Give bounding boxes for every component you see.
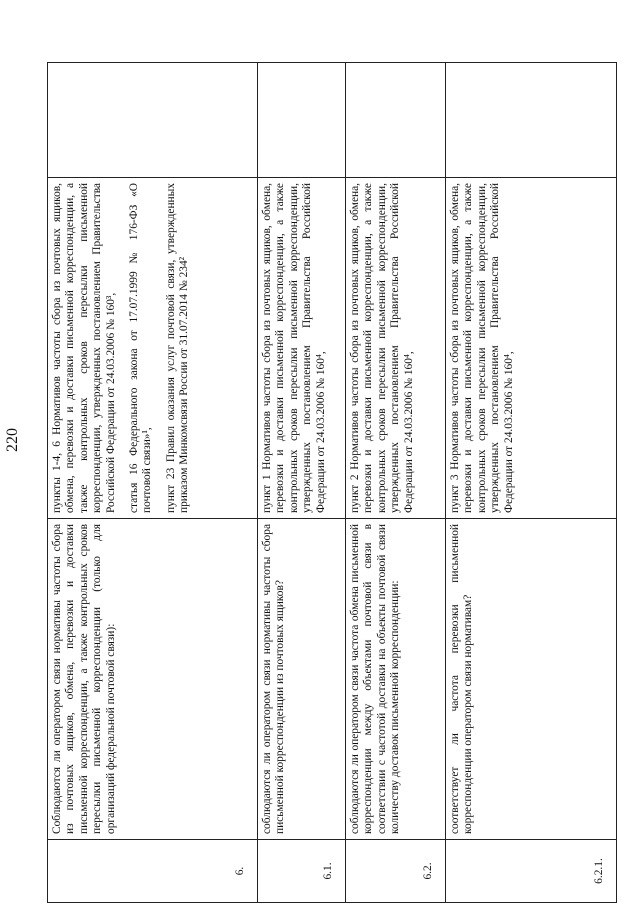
row-question: соблюдаются ли оператором связи частота обмена письменной корреспонденции между объектами почтовой связи в соответствии с частотой доставки на объекты почтовой связи количеству доставок письменной корреспонденции: [346, 519, 446, 840]
requirements-table [47, 62, 617, 903]
row-number: 6.2. [346, 840, 446, 903]
row-question: соответствует ли частота перевозки письменной корреспонденции оператором связи нормативам? [446, 519, 617, 840]
rotated-page-content [47, 63, 617, 903]
table-row [446, 63, 617, 903]
row-references [446, 178, 617, 519]
row-number: 6. [48, 840, 258, 903]
table-row [258, 63, 346, 903]
row-references [258, 178, 346, 519]
table-row [48, 63, 258, 903]
row-references [346, 178, 446, 519]
reference-text: пункт 2 Нормативов частоты сбора из почтовых ящиков, обмена, перевозки и доставки письменной корреспонденции, а также контрольных сроков пересылки письменной корреспонденции, утвержденных постановлением Правительства Российской Федерации от 24.03.2006 № 160⁴, [349, 183, 415, 513]
row-empty-cell [446, 63, 617, 178]
row-number: 6.1. [258, 840, 346, 903]
row-references [48, 178, 258, 519]
reference-text: пункт 23 Правил оказания услуг почтовой связи, утвержденных приказом Минкомсвязи России от 31.07.2014 № 234² [164, 183, 191, 513]
reference-text: статья 16 Федерального закона от 17.07.1999 № 176-ФЗ «О почтовой связи»¹, [128, 183, 154, 513]
reference-text: пункт 3 Нормативов частоты сбора из почтовых ящиков, обмена, перевозки и доставки письменной корреспонденции, а также контрольных сроков пересылки письменной корреспонденции, утвержденных постановлением Правительства Российской Федерации от 24.03.2006 № 160⁴, [449, 183, 515, 513]
reference-text: пункты 1-4, 6 Нормативов частоты сбора из почтовых ящиков, обмена, перевозки и доставки письменной корреспонденции, а также контрольных сроков пересылки письменной корреспонденции, утвержденных постановлением Правительства Российской Федерации от 24.03.2006 № 160³, [51, 183, 117, 513]
row-empty-cell [258, 63, 346, 178]
row-question: Соблюдаются ли оператором связи нормативы частоты сбора из почтовых ящиков, обмена, перевозки и доставки письменной корреспонденции, а также контрольных сроков пересылки письменной корреспонденции (только для организаций федеральной почтовой связи): [48, 519, 258, 840]
reference-text: пункт 1 Нормативов частоты сбора из почтовых ящиков, обмена, перевозки и доставки письменной корреспонденции, а также контрольных сроков пересылки письменной корреспонденции, утвержденных постановлением Правительства Российской Федерации от 24.03.2006 № 160⁴, [261, 183, 327, 513]
row-empty-cell [346, 63, 446, 178]
row-number: 6.2.1. [446, 840, 617, 903]
row-question: соблюдаются ли оператором связи нормативы частоты сбора письменной корреспонденции из почтовых ящиков? [258, 519, 346, 840]
table-row [346, 63, 446, 903]
row-empty-cell [48, 63, 258, 178]
page-number-text: 220 [4, 428, 21, 452]
page-number [0, 0, 40, 905]
